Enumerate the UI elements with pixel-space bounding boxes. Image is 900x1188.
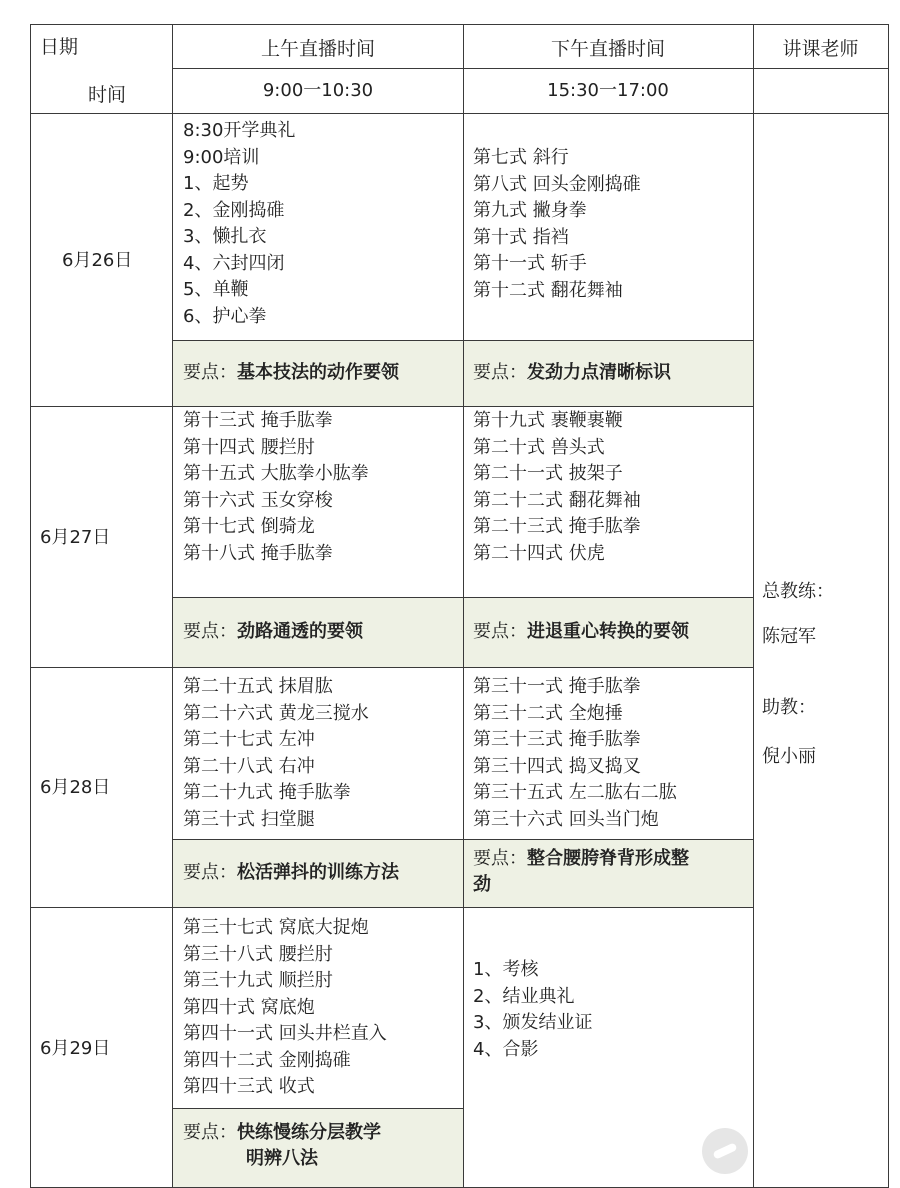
- key-prefix: 要点：: [183, 621, 237, 642]
- list-item: 8:30开学典礼: [183, 120, 296, 141]
- list-item: 9:00培训: [183, 146, 260, 168]
- key-text-continued: 明辨八法: [246, 1148, 318, 1169]
- morning-key-point: [183, 619, 363, 645]
- head-coach-name: 陈冠军: [762, 626, 816, 647]
- afternoon-items: [473, 408, 641, 567]
- key-prefix: 要点：: [473, 848, 527, 869]
- list-item: 第七式 斜行: [473, 147, 569, 168]
- date-cell: 6月28日: [40, 777, 111, 798]
- morning-items: [183, 915, 387, 1101]
- list-item: 第十四式 腰拦肘: [183, 436, 315, 458]
- list-item: 2、金刚捣碓: [183, 199, 285, 221]
- list-item: 第二十八式 右冲: [183, 755, 315, 777]
- header-morning-title: 上午直播时间: [260, 38, 375, 60]
- list-item: 第三十八式 腰拦肘: [183, 943, 333, 965]
- key-text: 进退重心转换的要领: [527, 621, 689, 642]
- afternoon-items: [473, 145, 641, 304]
- morning-key-point: [183, 360, 399, 386]
- header-afternoon-time: 15:30一17:00: [547, 80, 669, 101]
- key-text: 劲路通透的要领: [237, 621, 363, 642]
- list-item: 第十三式 掩手肱拳: [183, 410, 333, 431]
- date-cell: 6月27日: [40, 527, 111, 548]
- list-item: 4、合影: [473, 1038, 539, 1060]
- afternoon-key-point: [473, 619, 689, 645]
- header-time-label: 时间: [88, 84, 127, 106]
- list-item: 第三十六式 回头当门炮: [473, 808, 659, 830]
- list-item: 第二十式 兽头式: [473, 436, 605, 458]
- teacher-info: [762, 578, 834, 770]
- key-prefix: 要点：: [473, 621, 527, 642]
- list-item: 第三十九式 顺拦肘: [183, 970, 333, 991]
- morning-items: [183, 118, 295, 330]
- key-prefix: 要点：: [183, 362, 237, 383]
- list-item: 第三十四式 捣叉捣叉: [473, 755, 641, 777]
- list-item: 第二十六式 黄龙三搅水: [183, 702, 369, 724]
- list-item: 3、颁发结业证: [473, 1012, 593, 1033]
- list-item: 第四十二式 金刚捣碓: [183, 1049, 351, 1071]
- list-item: 第十五式 大肱拳小肱拳: [183, 463, 369, 484]
- list-item: 第三十一式 掩手肱拳: [473, 676, 641, 697]
- list-item: 第二十五式 抹眉肱: [183, 676, 333, 697]
- key-prefix: 要点：: [183, 1122, 237, 1143]
- afternoon-items: [473, 957, 592, 1063]
- list-item: 5、单鞭: [183, 279, 249, 300]
- list-item: 第十八式 掩手肱拳: [183, 542, 333, 564]
- list-item: 第九式 撇身拳: [473, 200, 587, 221]
- afternoon-key-point: [473, 846, 689, 898]
- header-morning-time: 9:00一10:30: [262, 80, 374, 101]
- key-text: 发劲力点清晰标识: [527, 362, 671, 383]
- key-text-continued: 劲: [473, 874, 491, 895]
- key-prefix: 要点：: [183, 862, 237, 883]
- key-text: 快练慢练分层教学: [237, 1122, 381, 1143]
- morning-items: [183, 408, 369, 567]
- list-item: 第十六式 玉女穿梭: [183, 489, 333, 511]
- afternoon-key-point: [473, 360, 671, 386]
- list-item: 1、起势: [183, 173, 249, 194]
- list-item: 6、护心拳: [183, 305, 267, 327]
- key-text: 基本技法的动作要领: [237, 362, 399, 383]
- list-item: 第三十七式 窝底大捉炮: [183, 917, 369, 938]
- assistant-label: 助教：: [762, 697, 816, 718]
- list-item: 第三十三式 掩手肱拳: [473, 729, 641, 750]
- list-item: 第三十二式 全炮捶: [473, 702, 623, 724]
- morning-key-point: [183, 860, 399, 886]
- header-teacher-title: 讲课老师: [782, 38, 859, 60]
- assistant-name: 倪小丽: [762, 746, 816, 767]
- list-item: 第四十式 窝底炮: [183, 996, 315, 1018]
- watermark-logo-icon: [702, 1128, 748, 1174]
- list-item: 第十一式 斩手: [473, 253, 587, 274]
- list-item: 第三十式 扫堂腿: [183, 808, 315, 830]
- key-prefix: 要点：: [473, 362, 527, 383]
- list-item: 第二十四式 伏虎: [473, 542, 605, 564]
- list-item: 第十式 指裆: [473, 226, 569, 248]
- afternoon-items: [473, 674, 677, 833]
- list-item: 1、考核: [473, 959, 539, 980]
- date-cell: 6月29日: [40, 1038, 111, 1059]
- list-item: 第四十三式 收式: [183, 1076, 315, 1097]
- list-item: 第二十二式 翻花舞袖: [473, 489, 641, 511]
- list-item: 4、六封四闭: [183, 252, 285, 274]
- head-coach-label: 总教练：: [762, 581, 834, 602]
- list-item: 第二十九式 掩手肱拳: [183, 782, 351, 803]
- list-item: 2、结业典礼: [473, 985, 575, 1007]
- header-date-label: 日期: [40, 36, 79, 58]
- key-text: 松活弹抖的训练方法: [237, 862, 399, 883]
- list-item: 第十二式 翻花舞袖: [473, 279, 623, 301]
- list-item: 第十九式 裹鞭裹鞭: [473, 410, 623, 431]
- date-cell: 6月26日: [62, 250, 133, 271]
- morning-items: [183, 674, 369, 833]
- header-afternoon-title: 下午直播时间: [550, 38, 665, 60]
- key-text: 整合腰胯脊背形成整: [527, 848, 689, 869]
- list-item: 第八式 回头金刚捣碓: [473, 173, 641, 195]
- list-item: 第二十三式 掩手肱拳: [473, 516, 641, 537]
- list-item: 3、懒扎衣: [183, 226, 267, 247]
- list-item: 第二十七式 左冲: [183, 729, 315, 750]
- morning-key-point: [183, 1120, 381, 1172]
- list-item: 第三十五式 左二肱右二肱: [473, 782, 677, 803]
- list-item: 第四十一式 回头井栏直入: [183, 1023, 387, 1044]
- list-item: 第二十一式 披架子: [473, 463, 623, 484]
- list-item: 第十七式 倒骑龙: [183, 516, 315, 537]
